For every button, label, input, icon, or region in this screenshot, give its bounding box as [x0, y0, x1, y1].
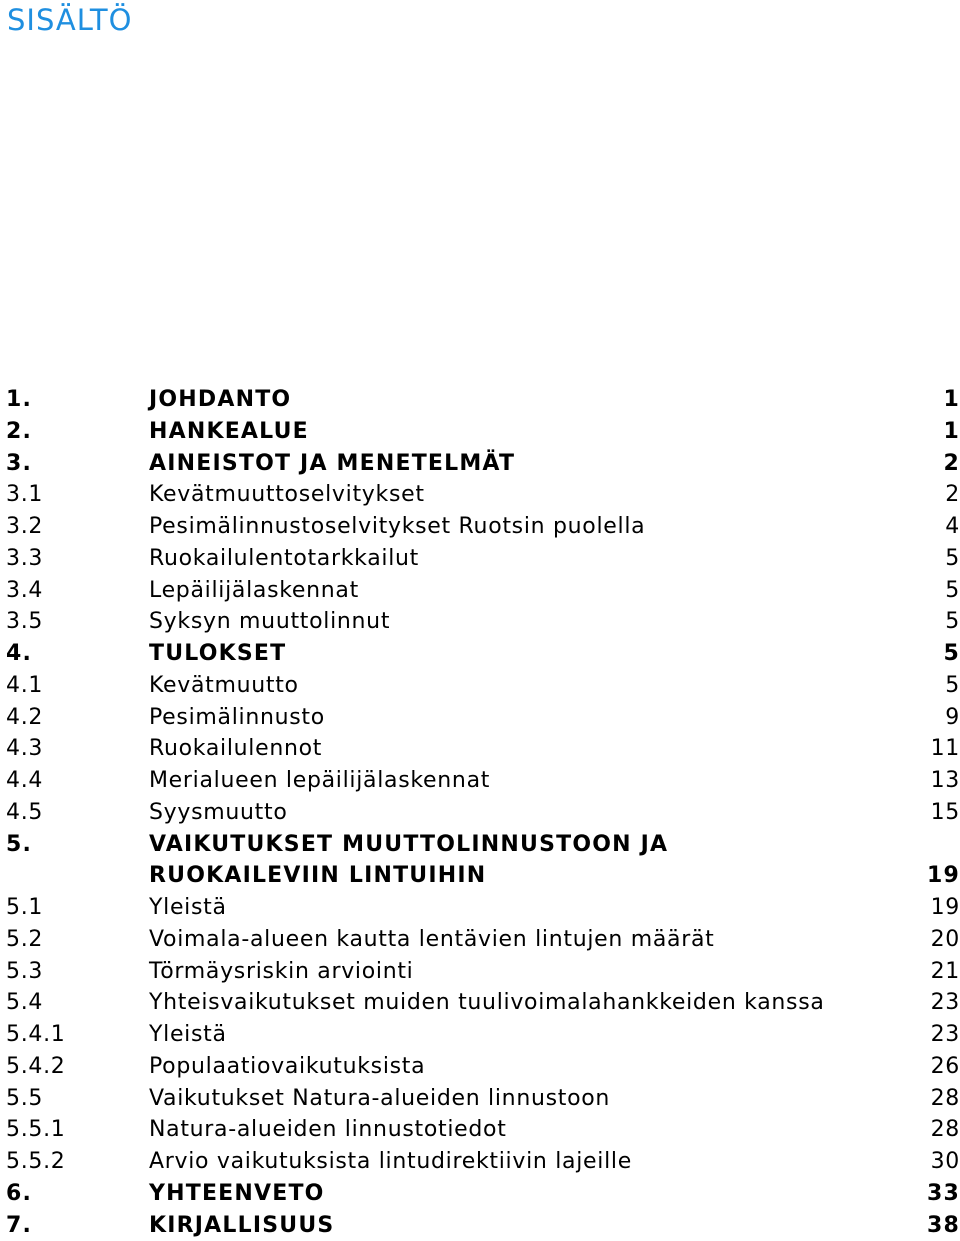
toc-entry-page: 15 [931, 797, 960, 829]
toc-entry-page: 5 [945, 543, 960, 575]
toc-entry-page: 28 [931, 1114, 960, 1146]
toc-entry-number: 3.2 [6, 511, 43, 543]
toc-entry-number: 4.1 [6, 670, 43, 702]
toc-entry-title: Merialueen lepäilijälaskennat [149, 765, 490, 797]
toc-entry-title: Yleistä [149, 892, 227, 924]
toc-entry-title: Kevätmuuttoselvitykset [149, 479, 425, 511]
toc-entry-title: HANKEALUE [149, 416, 309, 448]
toc-entry-title: Syksyn muuttolinnut [149, 606, 390, 638]
toc-entry [0, 956, 960, 988]
toc-entry-number: 2. [6, 416, 32, 448]
toc-entry-page: 28 [931, 1083, 960, 1115]
toc-entry [0, 797, 960, 829]
toc-entry [0, 384, 960, 416]
toc-entry-page: 33 [927, 1178, 960, 1210]
toc-entry-title: Populaatiovaikutuksista [149, 1051, 425, 1083]
toc-entry-number: 3.5 [6, 606, 43, 638]
toc-entry-number: 3.4 [6, 575, 43, 607]
toc-entry [0, 860, 960, 892]
toc-entry-page: 23 [931, 987, 960, 1019]
toc-entry [0, 892, 960, 924]
toc-entry-title: Törmäysriskin arviointi [149, 956, 414, 988]
toc-entry-title: TULOKSET [149, 638, 286, 670]
toc-entry-page: 19 [931, 892, 960, 924]
toc-entry-number: 4.3 [6, 733, 43, 765]
toc-entry-title: Ruokailulentotarkkailut [149, 543, 419, 575]
toc-entry-page: 5 [945, 670, 960, 702]
toc-entry-page: 2 [945, 479, 960, 511]
toc-entry [0, 702, 960, 734]
toc-entry-page: 30 [931, 1146, 960, 1178]
toc-entry-title: Kevätmuutto [149, 670, 299, 702]
toc-entry [0, 1019, 960, 1051]
toc-entry [0, 638, 960, 670]
toc-entry-title: YHTEENVETO [149, 1178, 325, 1210]
toc-entry [0, 1178, 960, 1210]
toc-entry-page: 21 [931, 956, 960, 988]
toc-entry-number: 5.5 [6, 1083, 43, 1115]
toc-entry [0, 1210, 960, 1241]
toc-entry [0, 733, 960, 765]
toc-entry-number: 5. [6, 829, 32, 861]
toc-entry-page: 2 [943, 448, 960, 480]
toc-entry-page: 1 [943, 416, 960, 448]
table-of-contents [0, 384, 960, 1241]
toc-entry-title: Vaikutukset Natura-alueiden linnustoon [149, 1083, 610, 1115]
toc-entry [0, 416, 960, 448]
toc-entry-number: 5.3 [6, 956, 43, 988]
toc-entry-number: 5.2 [6, 924, 43, 956]
toc-entry-page: 9 [945, 702, 960, 734]
toc-entry-number: 5.5.2 [6, 1146, 65, 1178]
toc-entry [0, 448, 960, 480]
toc-entry-number: 5.4 [6, 987, 43, 1019]
toc-entry [0, 829, 960, 861]
toc-entry-title: Syysmuutto [149, 797, 288, 829]
toc-entry-number: 3. [6, 448, 32, 480]
toc-entry-title: Voimala-alueen kautta lentävien lintujen määrät [149, 924, 714, 956]
toc-entry-page: 19 [927, 860, 960, 892]
toc-entry [0, 606, 960, 638]
toc-entry-page: 5 [945, 575, 960, 607]
toc-entry [0, 575, 960, 607]
toc-entry-page: 13 [931, 765, 960, 797]
toc-entry-number: 4. [6, 638, 32, 670]
toc-entry-title: Yleistä [149, 1019, 227, 1051]
toc-entry-page: 5 [943, 638, 960, 670]
toc-entry-page: 23 [931, 1019, 960, 1051]
toc-entry-number: 5.4.1 [6, 1019, 65, 1051]
toc-entry-title: Arvio vaikutuksista lintudirektiivin lajeille [149, 1146, 632, 1178]
toc-entry-title: Natura-alueiden linnustotiedot [149, 1114, 507, 1146]
toc-entry-number: 5.5.1 [6, 1114, 65, 1146]
toc-entry-title: KIRJALLISUUS [149, 1210, 334, 1241]
toc-entry-page: 1 [943, 384, 960, 416]
toc-entry-number: 6. [6, 1178, 32, 1210]
toc-entry [0, 479, 960, 511]
toc-entry-page: 5 [945, 606, 960, 638]
toc-entry [0, 1114, 960, 1146]
toc-entry-page: 4 [945, 511, 960, 543]
toc-entry-number: 5.1 [6, 892, 43, 924]
toc-entry [0, 924, 960, 956]
toc-entry-page: 20 [931, 924, 960, 956]
toc-entry-title: Yhteisvaikutukset muiden tuulivoimalahankkeiden kanssa [149, 987, 825, 1019]
toc-entry [0, 1083, 960, 1115]
toc-entry-title: VAIKUTUKSET MUUTTOLINNUSTOON JA [149, 829, 668, 861]
toc-entry-number: 5.4.2 [6, 1051, 65, 1083]
toc-entry-number: 4.5 [6, 797, 43, 829]
toc-entry-page: 38 [927, 1210, 960, 1241]
toc-entry-title: JOHDANTO [149, 384, 291, 416]
toc-entry [0, 543, 960, 575]
toc-entry-title: Pesimälinnusto [149, 702, 325, 734]
page-title: SISÄLTÖ [7, 2, 132, 38]
toc-entry-number: 4.2 [6, 702, 43, 734]
toc-entry [0, 670, 960, 702]
toc-entry [0, 765, 960, 797]
toc-entry-title: AINEISTOT JA MENETELMÄT [149, 448, 515, 480]
toc-entry-title: Pesimälinnustoselvitykset Ruotsin puolella [149, 511, 645, 543]
toc-entry [0, 987, 960, 1019]
toc-entry-number: 3.1 [6, 479, 43, 511]
toc-entry-number: 1. [6, 384, 32, 416]
toc-entry-page: 11 [931, 733, 960, 765]
toc-entry [0, 511, 960, 543]
toc-entry-title: Ruokailulennot [149, 733, 322, 765]
toc-entry-title: Lepäilijälaskennat [149, 575, 359, 607]
toc-entry-number: 3.3 [6, 543, 43, 575]
toc-entry-page: 26 [931, 1051, 960, 1083]
toc-entry [0, 1051, 960, 1083]
toc-entry-number: 7. [6, 1210, 32, 1241]
toc-entry-number: 4.4 [6, 765, 43, 797]
toc-entry [0, 1146, 960, 1178]
toc-entry-title: RUOKAILEVIIN LINTUIHIN [149, 860, 486, 892]
